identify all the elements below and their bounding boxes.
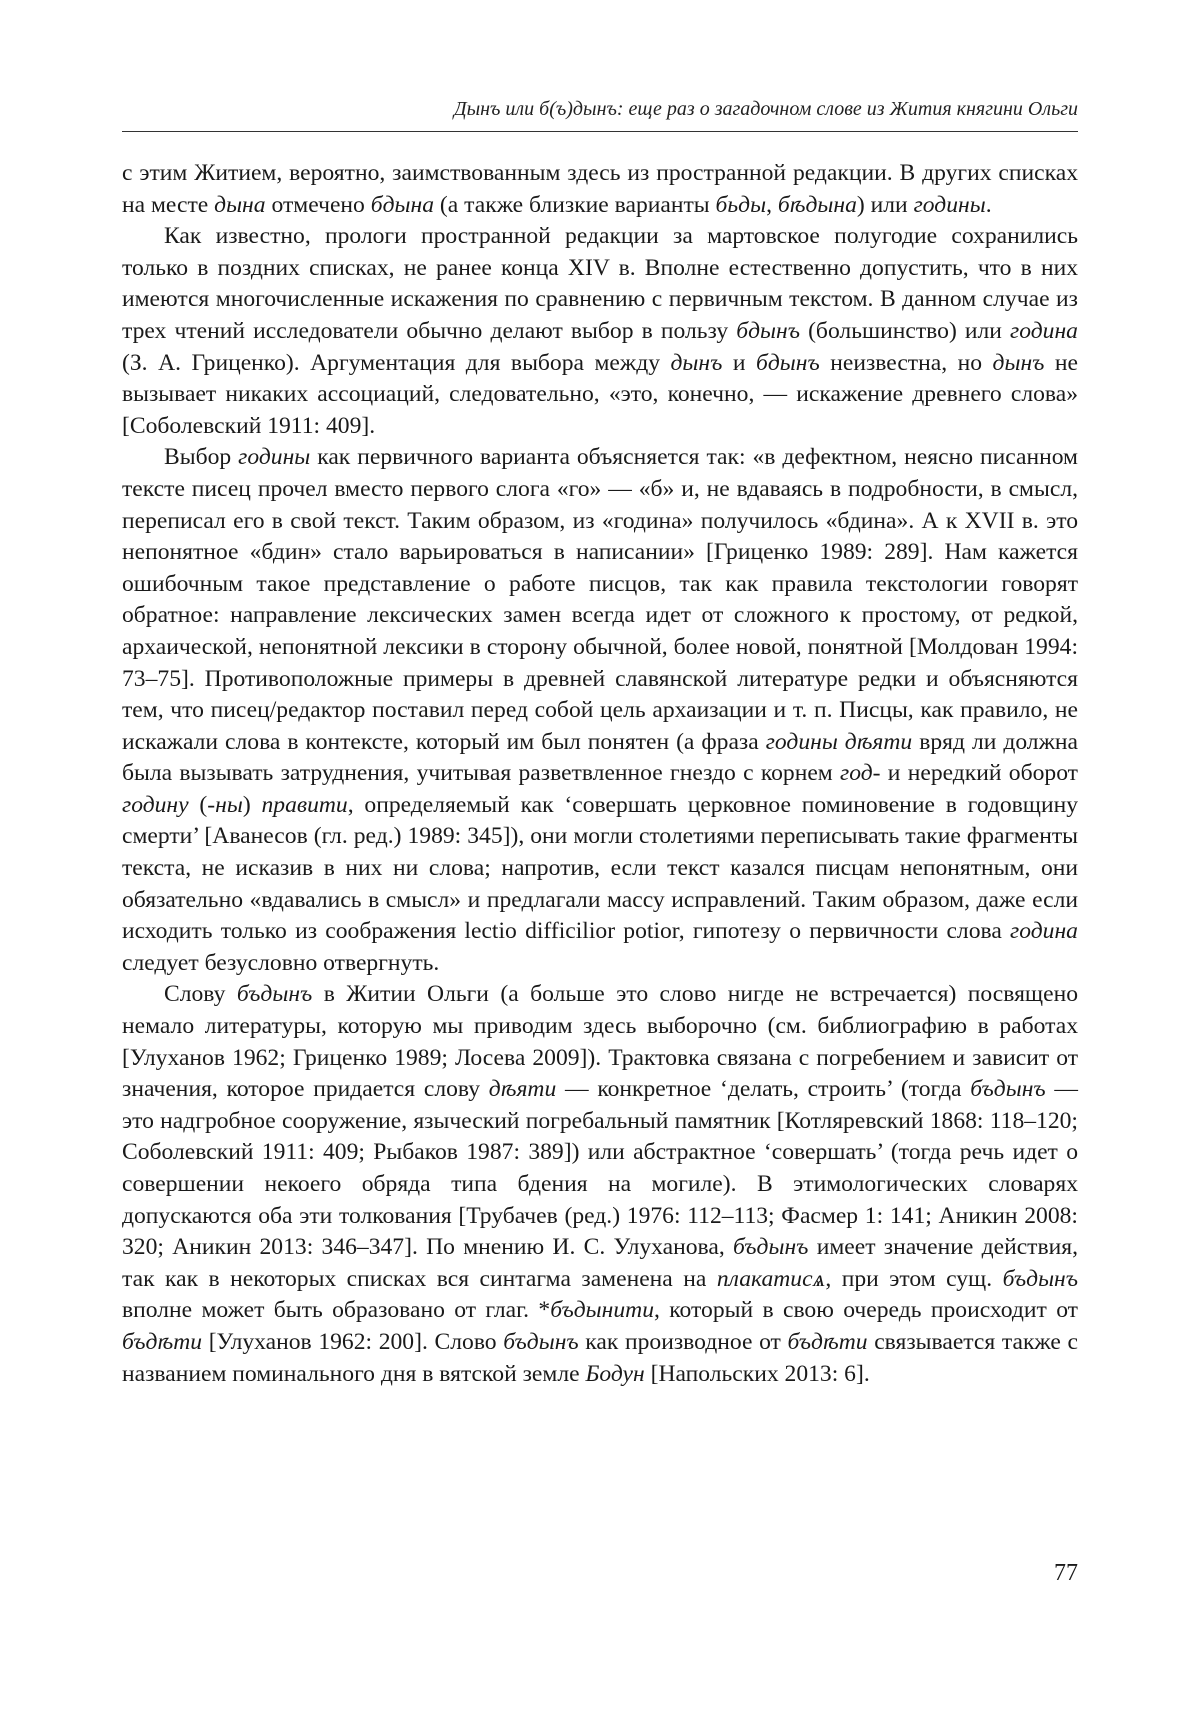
italic-term: бѣдына — [777, 191, 857, 218]
italic-term: бъдынъ — [733, 1234, 809, 1261]
paragraph — [122, 442, 1078, 979]
italic-term: дѣяти — [488, 1076, 557, 1103]
italic-term: годины — [238, 444, 311, 471]
text-run: Как известно, прологи пространной редакции за мартовское полугодие сохранились только в поздних списках, не ранее конца XIV в. Вполне естественно допустить, что в них имеются многочисленные искажения по сравнению с первичным текстом. В данном случае из трех чтений исследователи обычно делают выбор в пользу — [122, 223, 1078, 344]
text-run: (а также близкие варианты — [434, 191, 716, 218]
text-run: , который в свою очередь происходит от — [654, 1297, 1078, 1324]
text-run: и нередкий оборот — [880, 760, 1078, 787]
text-run: с этим Житием, вероятно, заимствованным здесь из пространной редакции. В других списках на месте — [122, 160, 1078, 218]
article-body — [122, 158, 1078, 1390]
italic-term: бъдынити — [550, 1297, 654, 1324]
text-run: (З. А. Гриценко). Аргументация для выбора между — [122, 349, 671, 376]
text-run: Выбор — [164, 444, 239, 471]
italic-term: бъдѣти — [787, 1328, 868, 1355]
italic-term: бъдынъ — [503, 1328, 579, 1355]
italic-term: -ны — [207, 791, 243, 818]
text-run: неизвестна, но — [819, 349, 993, 376]
text-run: [Напольских 2013: 6]. — [644, 1360, 870, 1387]
text-run: — это надгробное сооружение, языческий погребальный памятник [Котляревский 1868: 118–120; Соболевский 1911: 409; Рыбаков 1987: 389]) или абстрактное ‘совершать’ (тогда речь идет о совершении некоего обряда типа бдения на могиле). В этимологических словарях допускаются оба эти толкования [Трубачев (ред.) 1976: 112–113; Фасмер 1: 141; Аникин 2008: 320; Аникин 2013: 346–347]. По мнению И. С. Улуханова, — [122, 1076, 1078, 1261]
text-run: [Улуханов 1962: 200]. Слово — [202, 1328, 504, 1355]
paragraph — [122, 221, 1078, 442]
italic-term: дына — [214, 191, 266, 218]
text-run: . — [985, 191, 992, 218]
italic-term: бдына — [370, 191, 435, 218]
italic-term: бьды — [715, 191, 767, 218]
text-run: вполне может быть образовано от глаг. * — [122, 1297, 551, 1324]
italic-term: бъдынъ — [970, 1076, 1046, 1103]
italic-term: бъдынъ — [1002, 1265, 1078, 1292]
italic-term: дынъ — [670, 349, 723, 376]
italic-term: бдынъ — [756, 349, 820, 376]
italic-term: Бодун — [585, 1360, 645, 1387]
text-run: , при этом сущ. — [825, 1265, 1003, 1292]
text-run: не вызывает никаких ассоциаций, следовательно, «это, конечно, — искажение древнего слова» [Соболевский 1911: 409]. — [122, 349, 1078, 439]
text-run: , определяемый как ‘совершать церковное поминовение в годовщину смерти’ [Аванесов (гл. ред.) 1989: 345]), они могли столетиями переписывать такие фрагменты текста, не исказив в них ни слова; напротив, если текст казался писцам непонятным, они обязательно «вдавались в смысл» и предлагали массу исправлений. Таким образом, даже если исходить только из соображения lectio difficilior potior, гипотезу о первичности слова — [122, 791, 1078, 945]
italic-term: плакатисѧ — [716, 1265, 826, 1292]
italic-term: годины — [913, 191, 986, 218]
paragraph — [122, 158, 1078, 221]
text-run: как производное от — [578, 1328, 788, 1355]
text-run: связывается также с названием поминального дня в вятской земле — [122, 1328, 1078, 1387]
italic-term: бъдынъ — [236, 981, 313, 1008]
text-run: , — [766, 191, 778, 218]
text-run: как первичного варианта объясняется так: «в дефектном, неясно писанном тексте писец прочел вместо первого слога «го» — «б» и, не вдаваясь в подробности, в смысл, переписал его в свой текст. Таким образом, из «година» получилось «бдина». А к XVII в. это непонятное «бдин» стало варьироваться в написании» [Гриценко 1989: 289]. Нам кажется ошибочным такое представление о работе писцов, так как правила текстологии говорят обратное: направление лексических замен всегда идет от сложного к простому, от редкой, архаической, непонятной лексики в сторону обычной, более новой, понятной [Молдован 1994: 73–75]. Противоположные примеры в древней славянской литературе редки и объясняются тем, что писец/редактор поставил перед собой цель архаизации и т. п. Писцы, как правило, не искажали слова в контексте, который им был понятен (а фраза — [122, 444, 1078, 755]
text-run: (большинство) или — [799, 317, 1011, 344]
running-title: Дынъ или б(ъ)дынъ: еще раз о загадочном слове из Жития княгини Ольги — [453, 98, 1078, 120]
text-run: следует безусловно отвергнуть. — [122, 949, 440, 976]
italic-term: годину — [122, 791, 189, 818]
text-run: Слову — [164, 981, 237, 1008]
italic-term: година — [1010, 317, 1078, 344]
text-run: имеет значение действия, так как в некоторых списках вся синтагма заменена на — [122, 1234, 1079, 1292]
italic-term: годины дѣяти — [765, 728, 913, 755]
text-run: отмечено — [265, 191, 371, 218]
text-run: и — [722, 349, 756, 376]
header-rule — [122, 131, 1078, 132]
text-run: вряд ли должна была вызывать затруднения, учитывая разветвленное гнездо с корнем — [122, 728, 1078, 787]
italic-term: год- — [840, 760, 881, 787]
italic-term: дынъ — [992, 349, 1045, 376]
text-run: в Житии Ольги (а больше это слово нигде не встречается) посвящено немало литературы, которую мы приводим здесь выборочно (см. библиографию в работах [Улуханов 1962; Гриценко 1989; Лосева 2009]). Трактовка связана с погребением и зависит от значения, которое придается слову — [122, 981, 1078, 1103]
italic-term: година — [1010, 918, 1078, 945]
text-run: ( — [188, 791, 208, 818]
italic-term: бдынъ — [736, 317, 800, 344]
text-run: — конкретное ‘делать, строить’ (тогда — [556, 1076, 971, 1103]
paragraph — [122, 979, 1078, 1390]
text-run: ) или — [856, 191, 914, 218]
italic-term: правити — [261, 791, 348, 818]
text-run: ) — [242, 791, 262, 818]
italic-term: бъдѣти — [122, 1328, 203, 1355]
page-number: 77 — [1054, 1560, 1078, 1586]
